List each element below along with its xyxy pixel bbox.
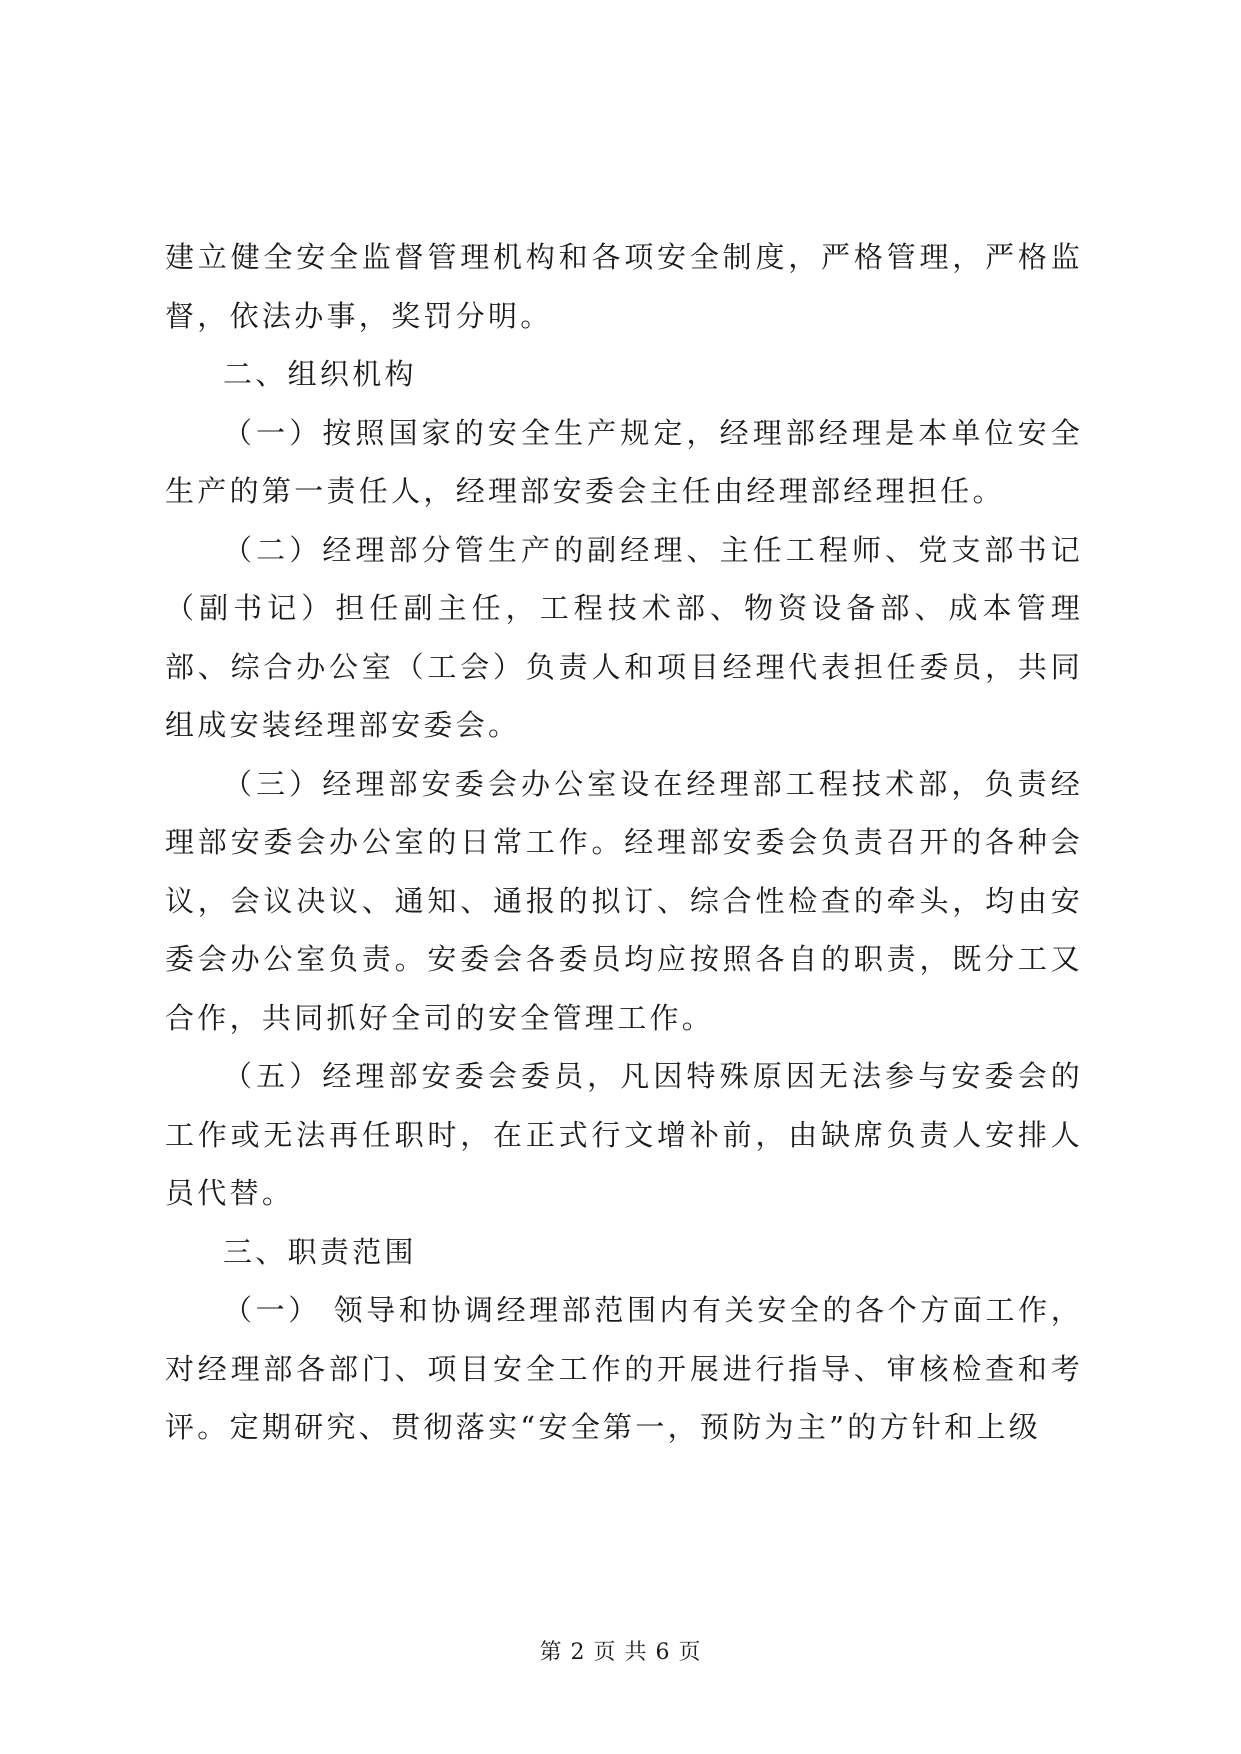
section-heading-responsibilities: 三、职责范围: [223, 1234, 417, 1269]
section-heading-organization: 二、组织机构: [223, 357, 417, 391]
paragraph-item-5: （五）经理部安委会委员，凡因特殊原因无法参与安委会的工作或无法再任职时，在正式行文增补前，由缺席负责人安排人员代替。: [165, 1059, 1083, 1210]
document-body: [165, 228, 1083, 1457]
paragraph-continuation: 建立健全安全监督管理机构和各项安全制度，严格管理，严格监督，依法办事，奖罚分明。: [165, 240, 1083, 333]
paragraph-item-3: （三）经理部安委会办公室设在经理部工程技术部，负责经理部安委会办公室的日常工作。经理部安委会负责召开的各种会议，会议决议、通知、通报的拟订、综合性检查的牵头，均由安委会办公室负责。安委会各委员均应按照各自的职责，既分工又合作，共同抓好全司的安全管理工作。: [165, 766, 1083, 1035]
paragraph-item-1: （一）按照国家的安全生产规定，经理部经理是本单位安全生产的第一责任人，经理部安委会主任由经理部经理担任。: [165, 415, 1083, 508]
paragraph-item-2: （二）经理部分管生产的副经理、主任工程师、党支部书记（副书记）担任副主任，工程技术部、物资设备部、成本管理部、综合办公室（工会）负责人和项目经理代表担任委员，共同组成安装经理部安委会。: [165, 532, 1083, 742]
page-number-footer: 第 2 页 共 6 页: [539, 1640, 702, 1665]
paragraph-responsibility-1: （一） 领导和协调经理部范围内有关安全的各个方面工作，对经理部各部门、项目安全工作的开展进行指导、审核检查和考评。定期研究、贯彻落实“安全第一，预防为主”的方针和上级: [165, 1293, 1083, 1444]
